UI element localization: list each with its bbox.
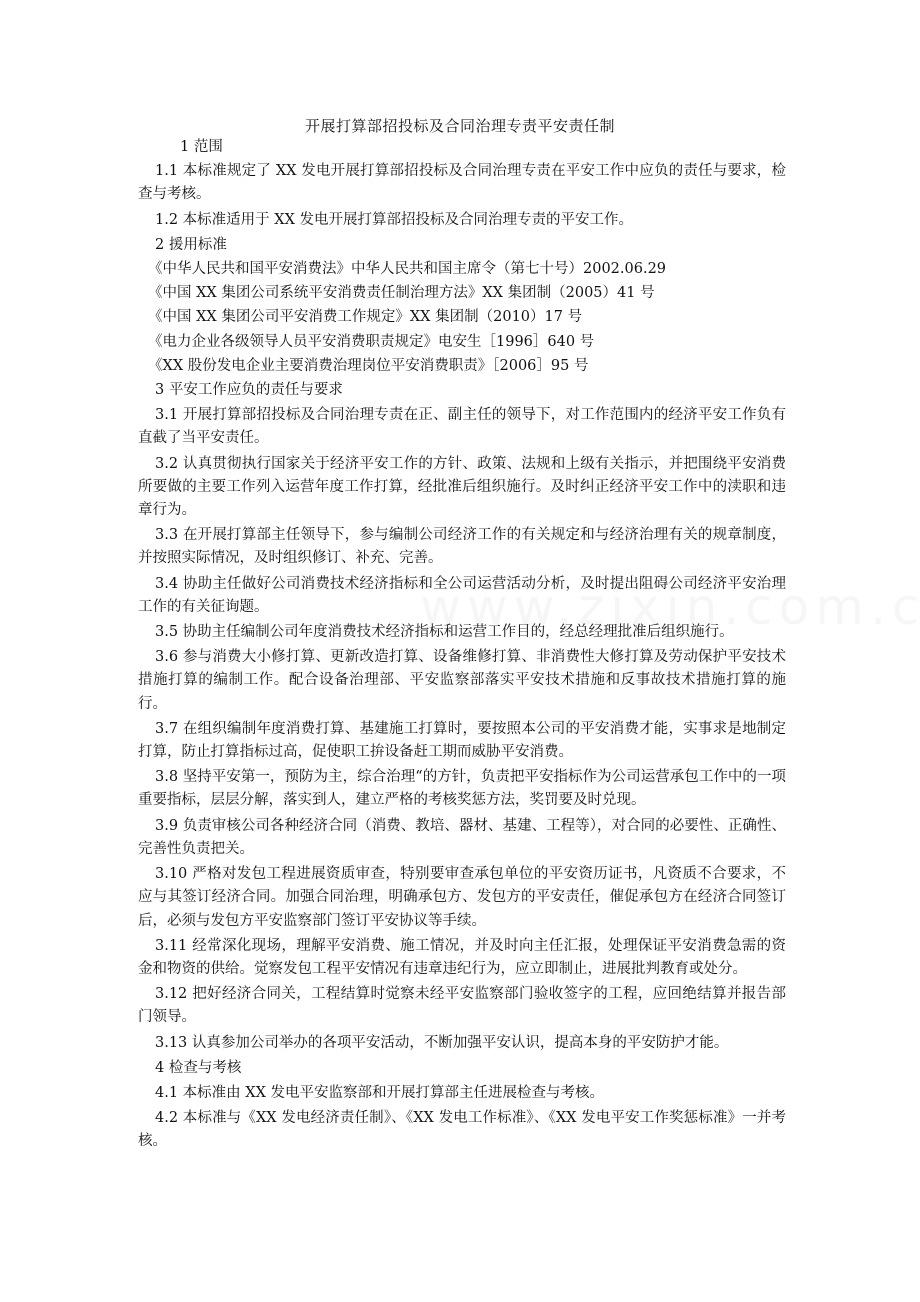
paragraph-3-8: 3.8 坚持平安第一，预防为主，综合治理“的方针，负责把平安指标作为公司运营承包工作中的一项重要指标，层层分解，落实到人，建立严格的考核奖惩方法，奖罚要及时兑现。 [138,769,786,809]
reference-item: 《XX 股份发电企业主要消费治理岗位平安消费职责》［2006］95 号 [148,357,589,374]
paragraph-3-7: 3.7 在组织编制年度消费打算、基建施工打算时，要按照本公司的平安消费才能，实事求是地制定打算，防止打算指标过高，促使职工拚设备赶工期而威胁平安消费。 [138,720,786,761]
document-title: 开展打算部招投标及合同治理专责平安责任制 [304,117,615,135]
paragraph-3-10: 3.10 严格对发包工程进展资质审查，特别要审查承包单位的平安资历证书，凡资质不合要求，不应与其签订经济合同。加强合同治理，明确承包方、发包方的平安责任，催促承包方在经济合同签订后，必须与发包方平安监察部门签订平安协议等手续。 [138,866,786,929]
section-heading-references: 2 援用标准 [155,236,227,253]
reference-item: 《中华人民共和国平安消费法》中华人民共和国主席令（第七十号）2002.06.29 [148,261,667,278]
paragraph-3-9: 3.9 负责审核公司各种经济合同（消费、教培、器材、基建、工程等），对合同的必要性、正确性、完善性负责把关。 [138,817,786,857]
paragraph-4-1: 4.1 本标准由 XX 发电平安监察部和开展打算部主任进展检查与考核。 [155,1084,605,1101]
paragraph-3-2: 3.2 认真贯彻执行国家关于经济平安工作的方针、政策、法规和上级有关指示，并把围绕平安消费所要做的主要工作列入运营年度工作打算，经批准后组织施行。及时纠正经济平安工作中的渎职和违章行为。 [138,455,786,519]
paragraph-3-13: 3.13 认真参加公司举办的各项平安活动，不断加强平安认识，提高本身的平安防护才能。 [155,1034,729,1051]
paragraph-3-11: 3.11 经常深化现场，理解平安消费、施工情况，并及时向主任汇报，处理保证平安消费急需的资金和物资的供给。觉察发包工程平安情况有违章违纪行为，应立即制止，进展批判教育或处分。 [138,937,786,977]
reference-item: 《中国 XX 集团公司平安消费工作规定》XX 集团制（2010）17 号 [148,309,583,326]
paragraph-3-6: 3.6 参与消费大小修打算、更新改造打算、设备维修打算、非消费性大修打算及劳动保护平安技术措施打算的编制工作。配合设备治理部、平安监察部落实平安技术措施和反事故技术措施打算的施行。 [138,649,786,712]
section-heading-responsibilities: 3 平安工作应负的责任与要求 [155,382,343,399]
paragraph-3-4: 3.4 协助主任做好公司消费技术经济指标和全公司运营活动分析，及时提出阻碍公司经济平安治理工作的有关征询题。 [138,575,786,615]
paragraph-3-1: 3.1 开展打算部招投标及合同治理专责在正、副主任的领导下，对工作范围内的经济平安工作负有直截了当平安责任。 [138,407,786,447]
paragraph-3-12: 3.12 把好经济合同关，工程结算时觉察未经平安监察部门验收签字的工程，应回绝结算并报告部门领导。 [138,986,786,1026]
document-body [138,136,786,1154]
paragraph-1-1: 1.1 本标准规定了 XX 发电开展打算部招投标及合同治理专责在平安工作中应负的责任与要求，检查与考核。 [138,163,786,203]
reference-item: 《中国 XX 集团公司系统平安消费责任制治理方法》XX 集团制（2005）41 号 [148,285,655,302]
reference-item: 《电力企业各级领导人员平安消费职责规定》电安生［1996］640 号 [148,333,595,350]
paragraph-1-2: 1.2 本标准适用于 XX 发电开展打算部招投标及合同治理专责的平安工作。 [155,211,634,228]
paragraph-3-5: 3.5 协助主任编制公司年度消费技术经济指标和运营工作目的，经总经理批准后组织施行。 [155,624,734,641]
paragraph-3-3: 3.3 在开展打算部主任领导下，参与编制公司经济工作的有关规定和与经济治理有关的规章制度，并按照实际情况，及时组织修订、补充、完善。 [138,527,786,567]
paragraph-4-2: 4.2 本标准与《XX 发电经济责任制》、《XX 发电工作标准》、《XX 发电平安工作奖惩标准》一并考核。 [138,1110,786,1150]
section-heading-inspection: 4 检查与考核 [155,1059,242,1076]
section-heading-scope: 1 范围 [180,139,223,155]
